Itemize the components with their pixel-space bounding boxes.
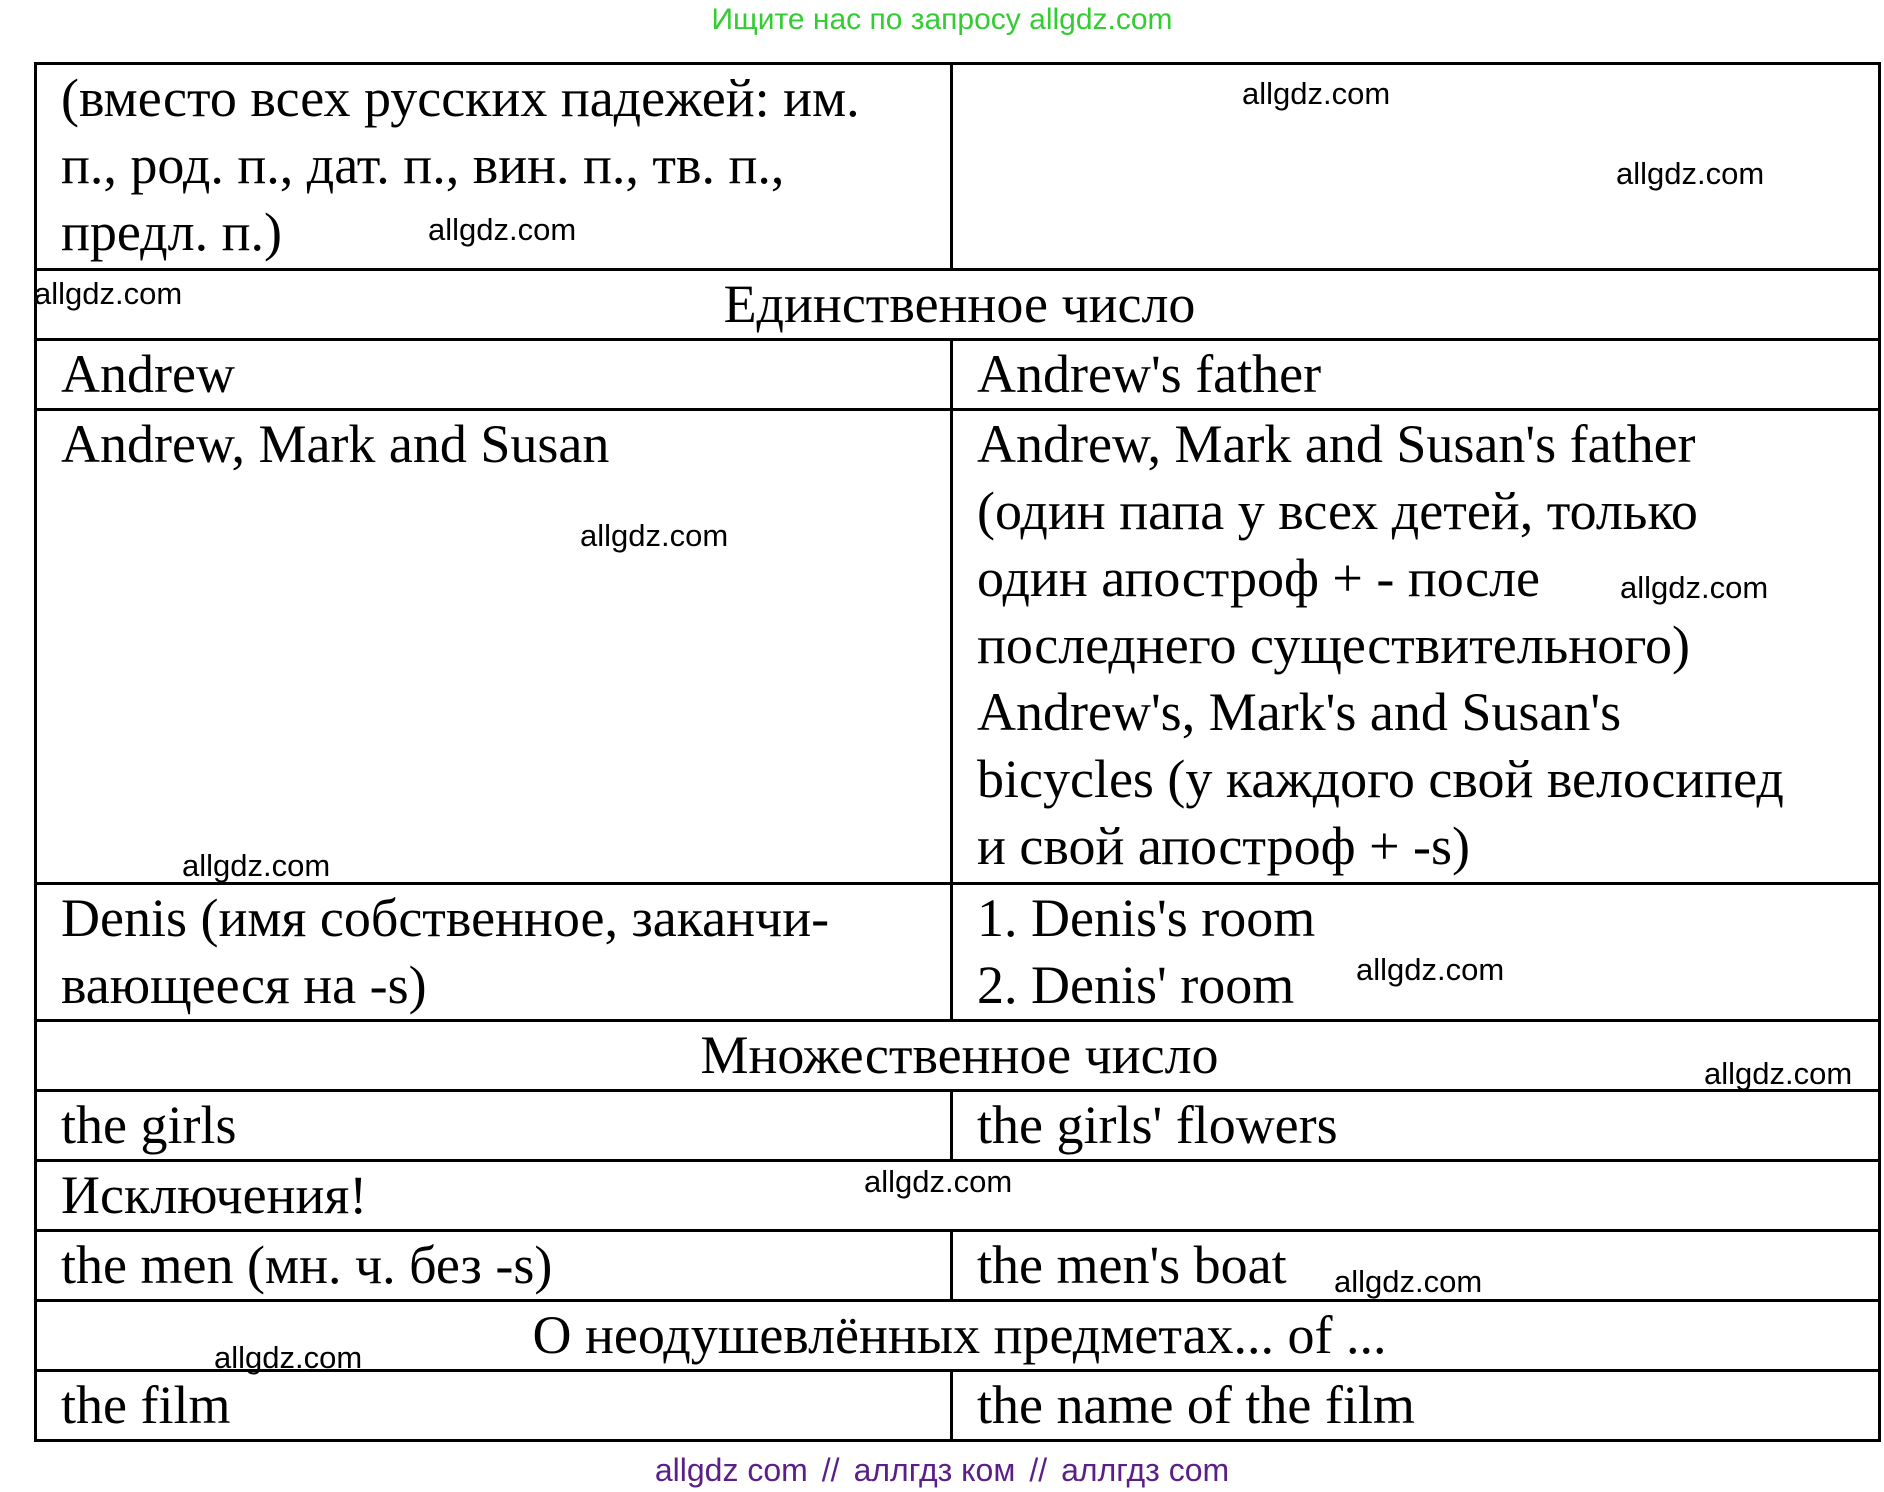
cell-line: the men's boat — [977, 1235, 1287, 1295]
table-row — [36, 1371, 1880, 1441]
table-row — [36, 884, 1880, 1021]
cell-right — [952, 340, 1880, 410]
cell-line: the men (мн. ч. без -s) — [61, 1235, 553, 1295]
watermark: allgdz.com — [1616, 156, 1765, 191]
section-title-singular: Единственное число — [36, 270, 1880, 340]
cell-line: Andrew, Mark and Susan — [61, 414, 610, 474]
footer-separator: // — [1029, 1452, 1048, 1488]
watermark: allgdz.com — [214, 1340, 363, 1375]
cell-line: Andrew, Mark and Susan's father — [977, 414, 1696, 474]
cell-left — [36, 1371, 952, 1441]
top-banner: Ищите нас по запросу allgdz.com — [711, 3, 1173, 36]
watermark: allgdz.com — [1242, 76, 1391, 111]
cell-line: предл. п.) — [61, 202, 282, 262]
table-row — [36, 1091, 1880, 1161]
cell-left — [36, 884, 952, 1021]
watermark: allgdz.com — [428, 212, 577, 247]
cell-right — [952, 1371, 1880, 1441]
cell-line: последнего существительного) — [977, 615, 1690, 675]
watermark: allgdz.com — [1704, 1056, 1853, 1091]
section-title-plural: Множественное число — [36, 1021, 1880, 1091]
cell-line: the girls' flowers — [977, 1095, 1338, 1155]
cell-line: Andrew — [61, 344, 235, 404]
cell-line: Исключения! — [61, 1165, 368, 1225]
cell-right — [952, 410, 1880, 884]
watermark: allgdz.com — [580, 518, 729, 553]
bottom-banner — [0, 1448, 1884, 1492]
possessive-case-table — [34, 62, 1881, 1442]
cell-right — [952, 1091, 1880, 1161]
cell-line: один апостроф + - после — [977, 548, 1540, 608]
table-row — [36, 1231, 1880, 1301]
cell-left — [36, 1231, 952, 1301]
watermark: allgdz.com — [182, 848, 331, 883]
cell-line: the film — [61, 1375, 231, 1435]
footer-separator: // — [821, 1452, 840, 1488]
table-row — [36, 410, 1880, 884]
cell-left — [36, 1091, 952, 1161]
section-title-inanimate: О неодушевлённых предметах... of ... — [36, 1301, 1880, 1371]
cell-left — [36, 340, 952, 410]
watermark: allgdz.com — [34, 276, 183, 311]
cell-line: Denis (имя собственное, заканчи- — [61, 888, 830, 948]
cell-line: 1. Denis's room — [977, 888, 1316, 948]
cell-line: 2. Denis' room — [977, 955, 1295, 1015]
cell-line: вающееся на -s) — [61, 955, 427, 1015]
watermark: allgdz.com — [864, 1164, 1013, 1199]
footer-link[interactable]: allgdz com — [654, 1452, 808, 1488]
table-row — [36, 340, 1880, 410]
table-row — [36, 64, 1880, 270]
cell-line: (один папа у всех детей, только — [977, 481, 1698, 541]
section-header-row — [36, 270, 1880, 340]
footer-link[interactable]: аллгдз ком — [853, 1452, 1016, 1488]
cell-line: (вместо всех русских падежей: им. — [61, 68, 860, 128]
footer-link[interactable]: аллгдз com — [1061, 1452, 1230, 1488]
cell-left — [36, 410, 952, 884]
watermark: allgdz.com — [1620, 570, 1769, 605]
watermark: allgdz.com — [1334, 1264, 1483, 1299]
section-header-row — [36, 1021, 1880, 1091]
cell-line: Andrew's father — [977, 344, 1322, 404]
cell-line: the name of the film — [977, 1375, 1415, 1435]
cell-line: the girls — [61, 1095, 237, 1155]
cell-line: и свой апостроф + -s) — [977, 816, 1471, 876]
cell-line: Andrew's, Mark's and Susan's — [977, 682, 1622, 742]
cell-line: bicycles (у каждого свой велосипед — [977, 749, 1784, 809]
cell-line: п., род. п., дат. п., вин. п., тв. п., — [61, 135, 785, 195]
watermark: allgdz.com — [1356, 952, 1505, 987]
